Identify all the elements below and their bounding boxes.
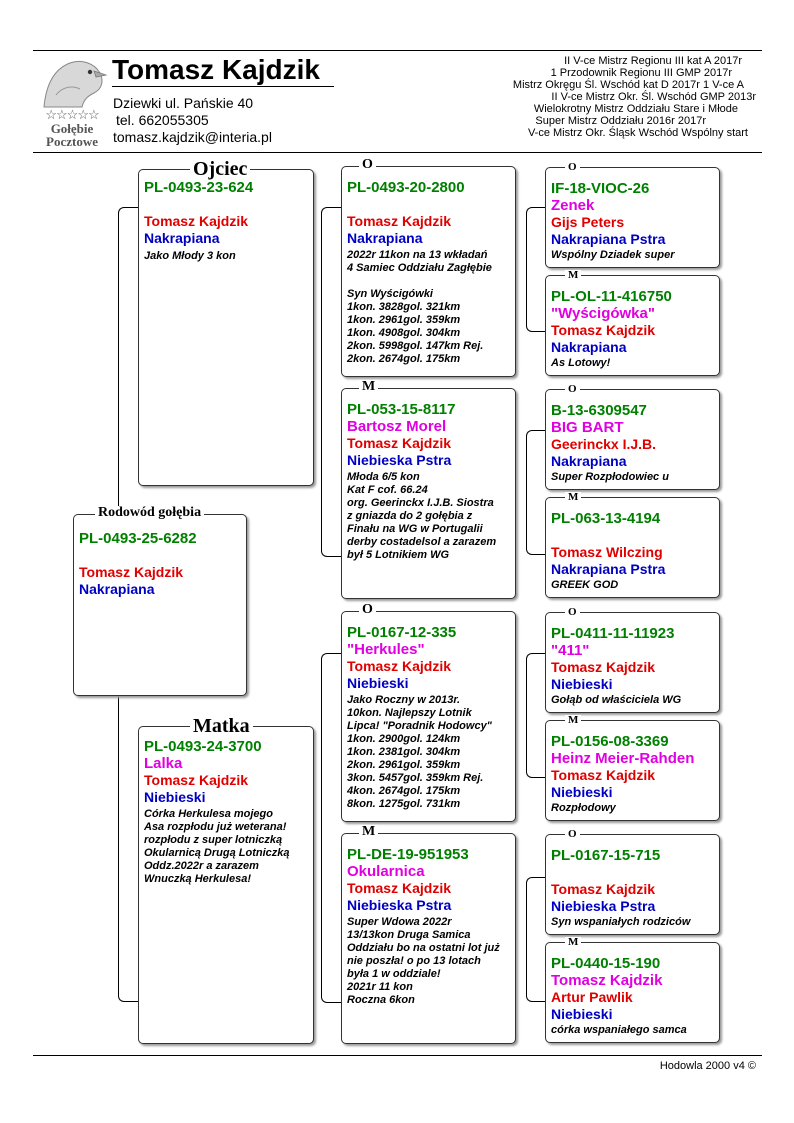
description: Syn wspaniałych rodziców (551, 916, 691, 928)
subject-card[interactable] (73, 514, 247, 696)
ring-number: PL-063-13-4194 (551, 510, 661, 527)
description: Super Wdowa 2022r 13/13kon Druga Samica Oddziału bo na ostatni lot już nie poszła! o po 13 lotach była 1 w oddziale! 2021r 11 kon Roczna 6kon (347, 916, 500, 1006)
color: Nakrapiana Pstra (551, 231, 666, 247)
ring-number: IF-18-VIOC-26 (551, 180, 650, 197)
logo-stars: ☆☆☆☆☆ (45, 107, 99, 122)
ggp-fff-label: O (565, 162, 580, 173)
ring-number: PL-053-15-8117 (347, 401, 456, 418)
color: Nakrapiana (144, 230, 220, 246)
gp-mf-label: O (359, 603, 376, 617)
ggp-mff-card[interactable] (545, 612, 720, 713)
description: Wspólny Dziadek super (551, 249, 675, 261)
logo-text-1: Gołębie (50, 121, 94, 136)
connector-mm (526, 877, 546, 1002)
ring-number: PL-0411-11-11923 (551, 625, 675, 642)
achievement-line: V-ce Mistrz Okr. Śląsk Wschód Wspólny start (527, 127, 748, 139)
description: 2022r 11kon na 13 wkładań 4 Samiec Oddziału Zagłębie Syn Wyścigówki 1kon. 3828gol. 321km 1kon. 2961gol. 359km 1kon. 4908gol. 304km 2kon. 5998gol. 147km Rej. 2kon. 2674gol. 175km (347, 249, 492, 365)
color: Niebieski (347, 675, 409, 691)
owner: Tomasz Kajdzik (347, 435, 451, 451)
achievement-line: Super Mistrz Oddziału 2016r 2017r (535, 115, 706, 127)
achievement-line: Wielokrotny Mistrz Oddziału Stare i Młode (533, 103, 738, 115)
pigeon-name: Okularnica (347, 863, 425, 880)
ggp-mff-label: O (565, 607, 580, 618)
ring-number: PL-0493-23-624 (144, 179, 254, 196)
ring-number: B-13-6309547 (551, 402, 647, 419)
ring-number: PL-0167-15-715 (551, 847, 661, 864)
owner: Tomasz Kajdzik (144, 772, 248, 788)
owner: Tomasz Wilczing (551, 544, 663, 560)
grandmother-maternal-card[interactable] (341, 833, 516, 1044)
logo (36, 55, 108, 147)
ring-number: PL-DE-19-951953 (347, 846, 469, 863)
pigeon-name: "Herkules" (347, 641, 425, 658)
color: Niebieski (551, 676, 613, 692)
ggp-mmf-label: O (565, 829, 580, 840)
description: Jako Roczny w 2013r. 10kon. Najlepszy Lotnik Lipca! "Poradnik Hodowcy" 1kon. 2900gol. 124km 1kon. 2381gol. 304km 2kon. 2961gol. 359km 3kon. 5457gol. 359km Rej. 4kon. 2674gol. 175km 8kon. 1275gol. 731km (347, 694, 492, 810)
ggp-mfm-card[interactable] (545, 720, 720, 821)
pigeon-name: "411" (551, 642, 590, 659)
ggp-ffm-label: M (565, 270, 581, 281)
ggp-ffm-card[interactable] (545, 275, 720, 376)
color: Nakrapiana (551, 339, 627, 355)
ggp-mmm-card[interactable] (545, 942, 720, 1043)
gp-mm-label: M (359, 825, 378, 839)
color: Nakrapiana (347, 230, 423, 246)
phone: tel. 662055305 (116, 112, 209, 128)
color: Niebieska Pstra (551, 898, 656, 914)
subject-label: Rodowód gołębia (95, 506, 204, 520)
ring-number: PL-0493-20-2800 (347, 179, 465, 196)
description: As Lotowy! (551, 357, 611, 369)
pigeon-name: Bartosz Morel (347, 418, 447, 435)
color: Nakrapiana Pstra (551, 561, 666, 577)
email: tomasz.kajdzik@interia.pl (113, 129, 272, 145)
description: Rozpłodowy (551, 802, 616, 814)
ring-number: PL-0156-08-3369 (551, 733, 669, 750)
grandmother-paternal-card[interactable] (341, 388, 516, 599)
owner: Tomasz Kajdzik (347, 880, 451, 896)
footer-text: Hodowla 2000 v4 © (659, 1060, 756, 1072)
connector-ff (526, 207, 546, 332)
color: Niebieski (551, 1006, 613, 1022)
gp-fm-label: M (359, 380, 378, 394)
achievement-line: Mistrz Okręgu Śl. Wschód kat D 2017r 1 V-ce A (512, 79, 744, 91)
ggp-fff-card[interactable] (545, 167, 720, 268)
mother-label: Matka (190, 716, 253, 736)
description: Gołąb od właściciela WG (551, 694, 682, 706)
pigeon-name: Zenek (551, 197, 595, 214)
owner: Tomasz Kajdzik (551, 767, 655, 783)
description: Jako Młody 3 kon (144, 250, 236, 262)
description: GREEK GOD (551, 579, 619, 591)
owner: Artur Pawlik (551, 989, 633, 1005)
pigeon-name: Heinz Meier-Rahden (551, 750, 695, 767)
address: Dziewki ul. Pańskie 40 (113, 95, 254, 111)
color: Niebieski (551, 784, 613, 800)
color: Nakrapiana (79, 581, 155, 597)
connector-father (321, 207, 341, 557)
pigeon-name: "Wyścigówka" (551, 305, 655, 322)
description: Młoda 6/5 kon Kat F cof. 66.24 org. Geerinckx I.J.B. Siostra z gniazda do 2 gołębia z Finału na WG w Portugalii derby costadelsol a zarazem był 5 Lotnikiem WG (347, 471, 497, 561)
achievement-line: 1 Przodownik Regionu III GMP 2017r (550, 67, 732, 79)
ring-number: PL-0167-12-335 (347, 624, 457, 641)
owner: Tomasz Kajdzik (551, 659, 655, 675)
ggp-fmf-label: O (565, 384, 580, 395)
breeder-name: Tomasz Kajdzik (112, 54, 320, 85)
connector-fm (526, 430, 546, 555)
achievement-line: II V-ce Mistrz Regionu III kat A 2017r (564, 55, 742, 67)
connector-mother (321, 653, 341, 1003)
owner: Geerinckx I.J.B. (551, 436, 657, 452)
description: Super Rozpłodowiec u (551, 471, 669, 483)
ggp-fmm-card[interactable] (545, 497, 720, 598)
father-label: Ojciec (190, 159, 250, 179)
achievements (513, 55, 756, 139)
owner: Tomasz Kajdzik (347, 213, 451, 229)
color: Niebieski (144, 789, 206, 805)
pigeon-name: BIG BART (551, 419, 624, 436)
ring-number: PL-0440-15-190 (551, 955, 661, 972)
father-card[interactable] (138, 169, 314, 486)
grandfather-paternal-card[interactable] (341, 166, 516, 377)
logo-text-2: Pocztowe (46, 134, 98, 149)
grandfather-maternal-card[interactable] (341, 611, 516, 822)
owner: Gijs Peters (551, 214, 625, 230)
description: Córka Herkulesa mojego Asa rozpłodu już weterana! rozpłodu z super lotniczką Okularnicą Drugą Lotniczką Oddz.2022r a zarazem Wnuczką Herkulesa! (144, 808, 290, 885)
connector-mf (526, 653, 546, 778)
pigeon-name (551, 864, 719, 881)
owner: Tomasz Kajdzik (144, 213, 248, 229)
ring-number: PL-OL-11-416750 (551, 288, 672, 305)
ggp-fmf-card[interactable] (545, 389, 720, 490)
mother-card[interactable] (138, 726, 314, 1044)
pigeon-logo-icon (36, 55, 108, 113)
ring-number: PL-0493-24-3700 (144, 738, 262, 755)
owner: Tomasz Kajdzik (79, 564, 183, 580)
color: Niebieska Pstra (347, 452, 452, 468)
owner: Tomasz Kajdzik (551, 881, 655, 897)
pigeon-name (551, 527, 719, 544)
ggp-fmm-label: M (565, 492, 581, 503)
ggp-mmf-card[interactable] (545, 834, 720, 935)
pigeon-name: Lalka (144, 755, 183, 772)
ggp-mfm-label: M (565, 715, 581, 726)
pigeon-name: Tomasz Kajdzik (551, 972, 663, 989)
color: Niebieska Pstra (347, 897, 452, 913)
owner: Tomasz Kajdzik (347, 658, 451, 674)
ring-number: PL-0493-25-6282 (79, 530, 197, 547)
achievement-line: II V-ce Mistrz Okr. Śl. Wschód GMP 2013r (551, 91, 756, 103)
gp-ff-label: O (359, 158, 376, 172)
owner: Tomasz Kajdzik (551, 322, 655, 338)
description: córka wspaniałego samca (551, 1024, 687, 1036)
color: Nakrapiana (551, 453, 627, 469)
ggp-mmm-label: M (565, 937, 581, 948)
